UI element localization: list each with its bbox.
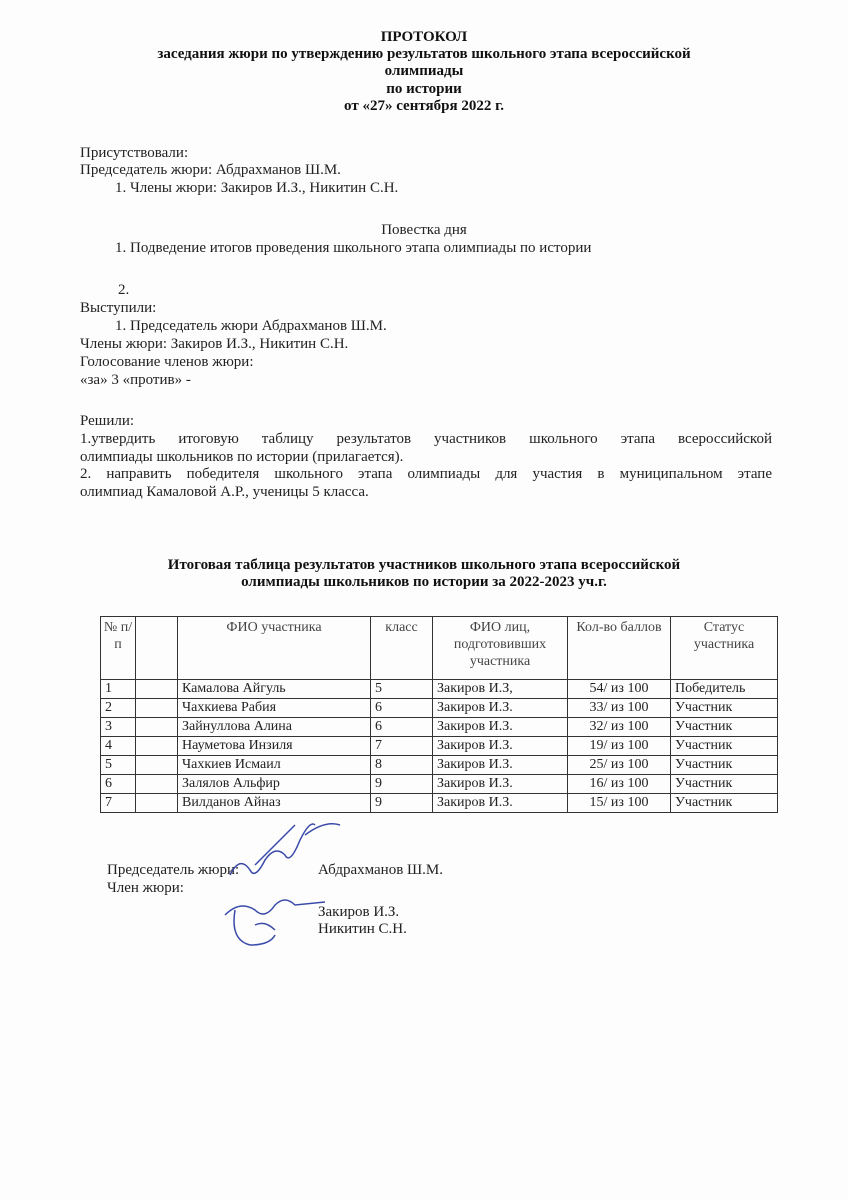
cell-row-number: 1 <box>101 680 136 699</box>
cell-grade: 6 <box>371 699 433 718</box>
cell-grade: 5 <box>371 680 433 699</box>
cell-teacher-name: Закиров И.З, <box>433 680 568 699</box>
table-row <box>101 794 778 813</box>
cell-row-blank <box>136 775 178 794</box>
decision-item: 2. направить победителя школьного этапа олимпиады для участия в муниципальном этапе <box>80 466 772 482</box>
col-header-score: Кол-во баллов <box>568 617 671 680</box>
decision-label: Решили: <box>80 413 135 429</box>
speakers-members: Члены жюри: Закиров И.З., Никитин С.Н. <box>80 336 349 352</box>
col-header-grade: класс <box>371 617 433 680</box>
cell-row-blank <box>136 699 178 718</box>
doc-date: от «27» сентября 2022 г. <box>344 98 504 114</box>
agenda-title: Повестка дня <box>381 222 467 238</box>
agenda-item: 2. <box>118 282 130 298</box>
decision-item: олимпиады школьников по истории (прилагается). <box>80 449 404 465</box>
cell-grade: 7 <box>371 737 433 756</box>
cell-grade: 6 <box>371 718 433 737</box>
attendance-label: Присутствовали: <box>80 145 189 161</box>
table-title: олимпиады школьников по истории за 2022-2023 уч.г. <box>241 574 607 590</box>
decision-item: 1.утвердить итоговую таблицу результатов участников школьного этапа всероссийской <box>80 431 772 447</box>
agenda-item: 1. Подведение итогов проведения школьного этапа олимпиады по истории <box>115 240 592 256</box>
cell-row-blank <box>136 718 178 737</box>
doc-subtitle: заседания жюри по утверждению результатов школьного этапа всероссийской <box>157 46 691 62</box>
chair-signature-name: Абдрахманов Ш.М. <box>318 862 443 878</box>
attendance-members: 1. Члены жюри: Закиров И.З., Никитин С.Н. <box>115 180 399 196</box>
vote-label: Голосование членов жюри: <box>80 354 254 370</box>
cell-score: 54/ из 100 <box>568 680 671 699</box>
cell-teacher-name: Закиров И.З. <box>433 718 568 737</box>
cell-participant-name: Камалова Айгуль <box>178 680 371 699</box>
speakers-chair: 1. Председатель жюри Абдрахманов Ш.М. <box>115 318 387 334</box>
doc-title: ПРОТОКОЛ <box>380 29 468 45</box>
cell-score: 32/ из 100 <box>568 718 671 737</box>
cell-participant-name: Чахкиев Исмаил <box>178 756 371 775</box>
cell-grade: 9 <box>371 775 433 794</box>
table-row <box>101 699 778 718</box>
cell-teacher-name: Закиров И.З. <box>433 794 568 813</box>
cell-participant-name: Вилданов Айназ <box>178 794 371 813</box>
col-header-teacher: ФИО лиц, подготовивших участника <box>433 617 568 680</box>
cell-score: 19/ из 100 <box>568 737 671 756</box>
cell-teacher-name: Закиров И.З. <box>433 737 568 756</box>
attendance-chair: Председатель жюри: Абдрахманов Ш.М. <box>80 162 341 178</box>
cell-row-number: 5 <box>101 756 136 775</box>
col-header-blank <box>136 617 178 680</box>
table-row <box>101 775 778 794</box>
col-header-name: ФИО участника <box>178 617 371 680</box>
doc-subtitle: по истории <box>386 81 462 97</box>
cell-row-blank <box>136 794 178 813</box>
cell-score: 15/ из 100 <box>568 794 671 813</box>
handwritten-signatures <box>215 815 345 955</box>
cell-score: 16/ из 100 <box>568 775 671 794</box>
table-row <box>101 737 778 756</box>
cell-status: Участник <box>671 756 778 775</box>
cell-status: Участник <box>671 794 778 813</box>
cell-teacher-name: Закиров И.З. <box>433 699 568 718</box>
member-signature-label: Член жюри: <box>107 880 184 896</box>
cell-grade: 9 <box>371 794 433 813</box>
vote-result: «за» 3 «против» - <box>80 372 191 388</box>
cell-status: Участник <box>671 718 778 737</box>
cell-row-blank <box>136 680 178 699</box>
decision-item: олимпиад Камаловой А.Р., ученицы 5 класса. <box>80 484 369 500</box>
cell-teacher-name: Закиров И.З. <box>433 756 568 775</box>
cell-participant-name: Науметова Инзиля <box>178 737 371 756</box>
chair-signature-label: Председатель жюри: <box>107 862 240 878</box>
col-header-status: Статус участника <box>671 617 778 680</box>
cell-row-blank <box>136 756 178 775</box>
table-title: Итоговая таблица результатов участников школьного этапа всероссийской <box>167 557 681 573</box>
col-header-number: № п/ п <box>101 617 136 680</box>
cell-score: 25/ из 100 <box>568 756 671 775</box>
results-table <box>100 616 778 813</box>
cell-participant-name: Залялов Альфир <box>178 775 371 794</box>
member-signature-name: Закиров И.З. <box>318 904 400 920</box>
table-row <box>101 680 778 699</box>
table-row <box>101 756 778 775</box>
cell-row-number: 3 <box>101 718 136 737</box>
cell-status: Участник <box>671 699 778 718</box>
cell-row-blank <box>136 737 178 756</box>
cell-grade: 8 <box>371 756 433 775</box>
cell-participant-name: Зайнуллова Алина <box>178 718 371 737</box>
cell-status: Участник <box>671 775 778 794</box>
cell-teacher-name: Закиров И.З. <box>433 775 568 794</box>
speakers-label: Выступили: <box>80 300 157 316</box>
cell-row-number: 4 <box>101 737 136 756</box>
cell-score: 33/ из 100 <box>568 699 671 718</box>
cell-participant-name: Чахкиева Рабия <box>178 699 371 718</box>
doc-subtitle: олимпиады <box>384 63 464 79</box>
member-signature-name: Никитин С.Н. <box>318 921 407 937</box>
table-row <box>101 718 778 737</box>
table-header-row <box>101 617 778 680</box>
cell-row-number: 7 <box>101 794 136 813</box>
cell-row-number: 2 <box>101 699 136 718</box>
cell-row-number: 6 <box>101 775 136 794</box>
cell-status: Участник <box>671 737 778 756</box>
cell-status: Победитель <box>671 680 778 699</box>
